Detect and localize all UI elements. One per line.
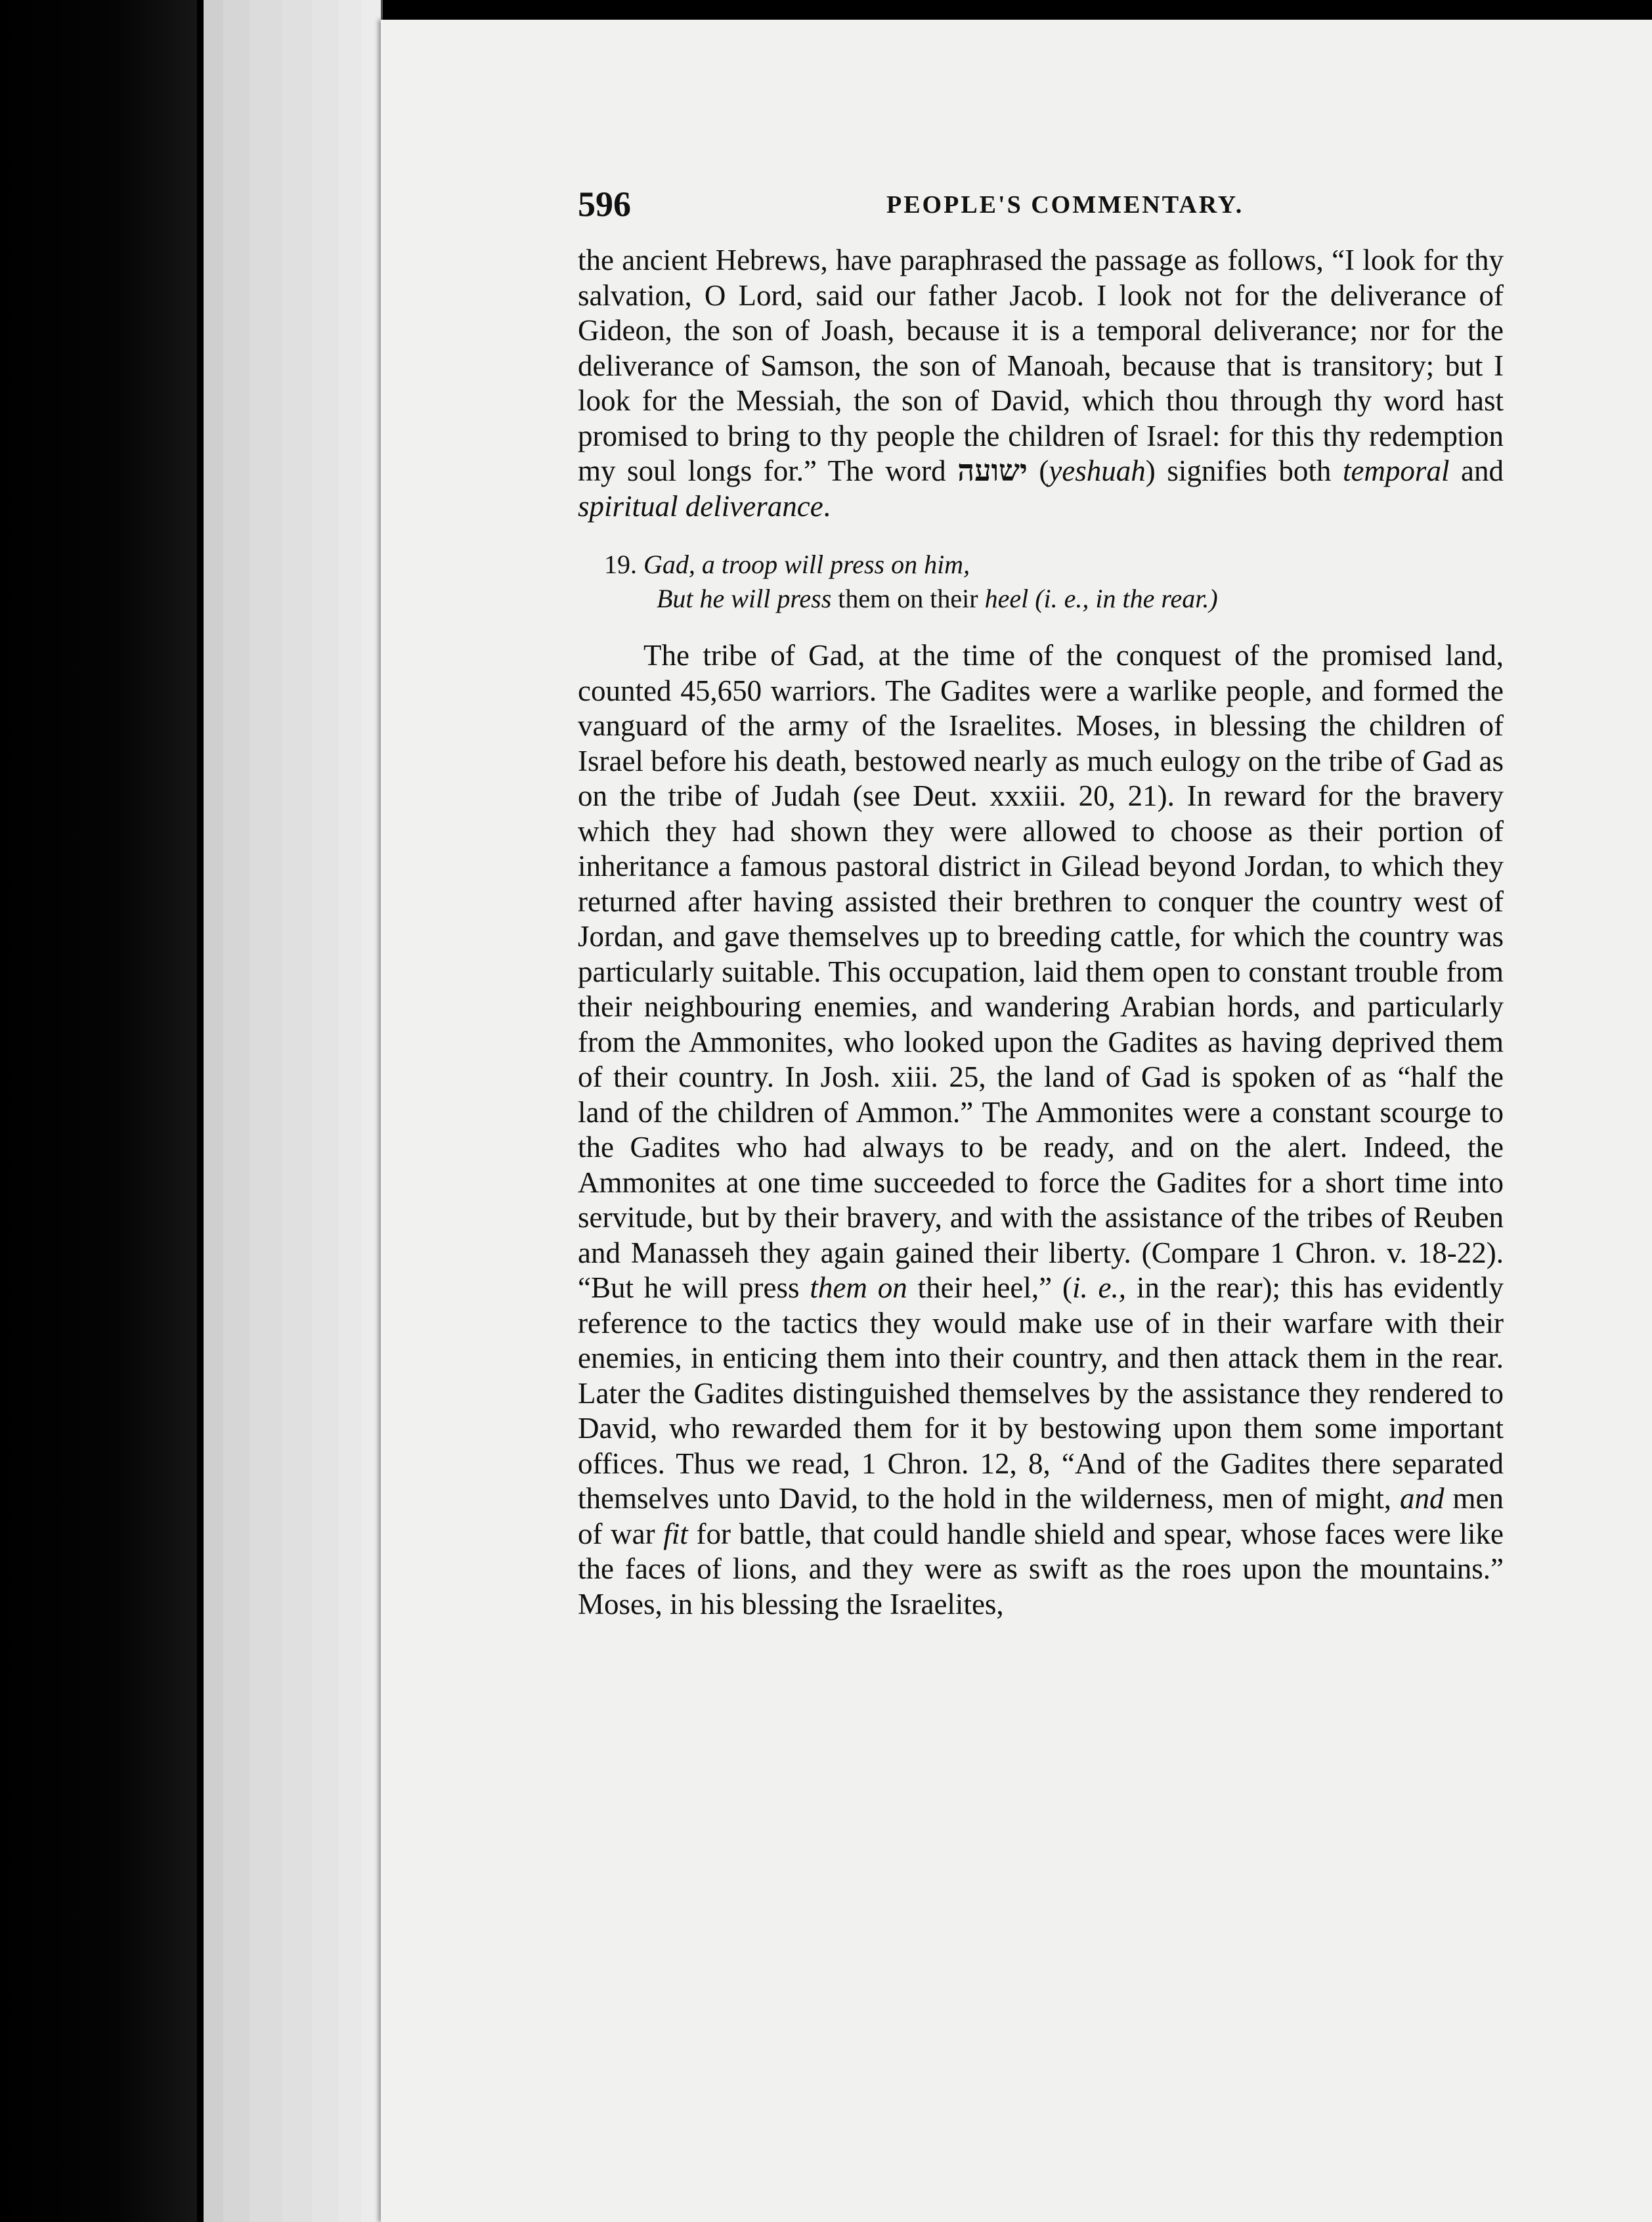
paragraph-intro: the ancient Hebrews, have paraphrased the passage as follows, “I look for thy salvation, O Lord, said our father Jacob. I look not for the deliverance of Gideon, the son of Joash, because it is a temporal deliverance; nor for the deliverance of Samson, the son of Manoah, because that is transitory; but I look for the Messiah, the son of David, which thou through thy word hast promised to bring to thy people the children of Israel: for this thy redemption my soul longs for.” The word ישועה (yeshuah) signifies both temporal and spiritual deliverance. bbox=[578, 244, 1504, 523]
paragraph-commentary: The tribe of Gad, at the time of the conquest of the promised land, counted 45,650 warriors. The Gadites were a warlike people, and formed the vanguard of the army of the Israelites. Moses, in blessing the children of Israel before his death, bestowed nearly as much eulogy on the tribe of Gad as on the tribe of Judah (see Deut. xxxiii. 20, 21). In reward for the bravery which they had shown they were allowed to choose as their portion of inheritance a famous pastoral district in Gilead beyond Jordan, to which they returned after having assisted their brethren to conquer the country west of Jordan, and gave themselves up to breeding cattle, for which the country was particularly suitable. This occupation, laid them open to constant trouble from their neighbouring enemies, and wandering Arabian hords, and particularly from the Ammonites, who looked upon the Gadites as having deprived them of their country. In Josh. xiii. 25, the land of Gad is spoken of as “half the land of the children of Ammon.” The Ammonites were a constant scourge to the Gadites who had always to be ready, and on the alert. Indeed, the Ammonites at one time succeeded to force the Gadites for a short time into servitude, but by their bravery, and with the assistance of the tribes of Reuben and Manasseh they again gained their liberty. (Compare 1 Chron. v. 18-22). “But he will press them on their heel,” (i. e., in the rear); this has evidently reference to the tactics they would make use of in their warfare with their enemies, in enticing them into their country, and then attack them in the rear. Later the Gadites distinguished themselves by the assistance they rendered to David, who rewarded them for it by bestowing upon them some important offices. Thus we read, 1 Chron. 12, 8, “And of the Gadites there separated themselves unto David, to the hold in the wilderness, men of might, and men of war fit for battle, that could handle shield and spear, whose faces were like the faces of lions, and they were as swift as the roes upon the mountains.” Moses, in his blessing the Israelites, bbox=[578, 639, 1504, 1621]
verse-quote: 19. Gad, a troop will press on him, But he will press them on their heel (i. e., in the rear.) bbox=[604, 550, 1218, 613]
hebrew-word: ישועה bbox=[957, 454, 1028, 487]
page-header bbox=[578, 184, 1504, 243]
verse-number: 19. bbox=[604, 550, 637, 579]
book-page bbox=[381, 20, 1652, 2222]
verse-line-2: But he will press bbox=[657, 584, 832, 613]
page-edges bbox=[197, 0, 394, 2222]
verse-line-1: Gad, a troop will press on him, bbox=[643, 550, 970, 579]
page-content bbox=[578, 184, 1504, 1622]
page-number: 596 bbox=[578, 185, 631, 224]
running-title: PEOPLE'S COMMENTARY. bbox=[886, 191, 1244, 219]
transliteration: yeshuah bbox=[1049, 454, 1146, 487]
scan-border bbox=[0, 0, 197, 2222]
